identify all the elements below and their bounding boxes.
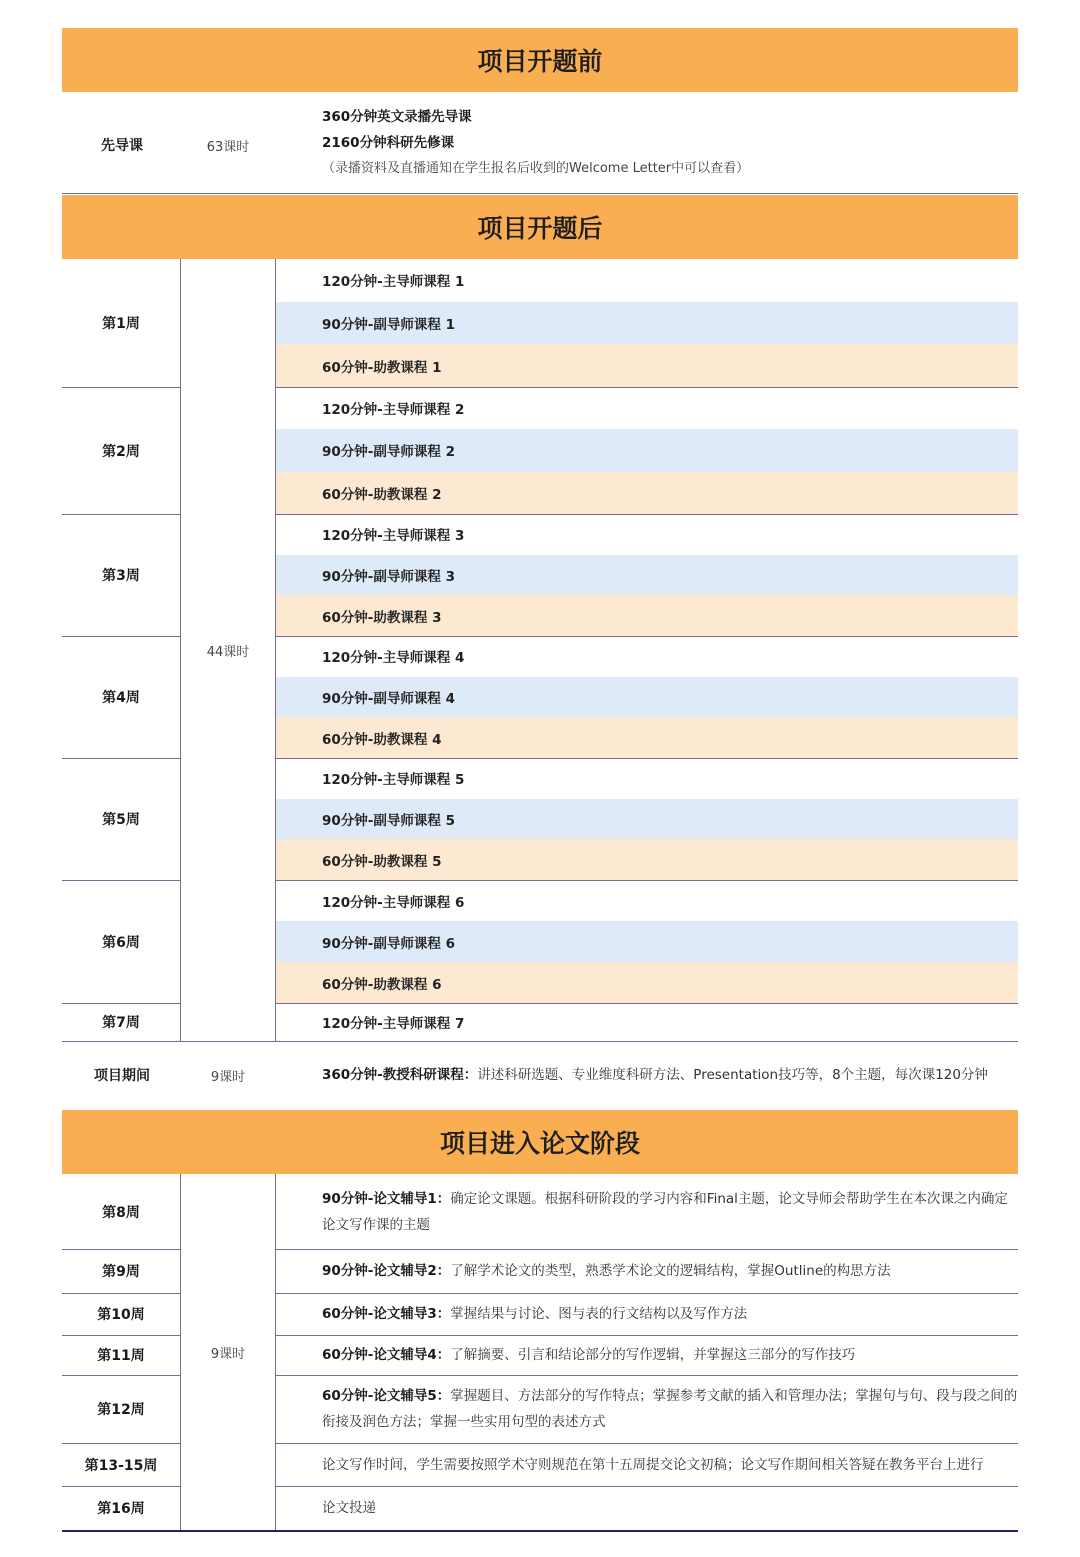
- thesis-week-label: 第16周: [97, 1501, 145, 1517]
- thesis-hours: 9课时: [210, 1346, 246, 1362]
- pre-course-label: 先导课: [101, 138, 143, 154]
- course-item: 90分钟-副导师课程 2: [276, 429, 1018, 471]
- course-item: 60分钟-助教课程 3: [276, 595, 1018, 636]
- pre-course-hours: 63课时: [206, 139, 250, 155]
- divider: [180, 1174, 181, 1530]
- thesis-row: [322, 1293, 1018, 1335]
- course-item: 120分钟-主导师课程 1: [322, 274, 465, 291]
- course-item: 60分钟-助教课程 4: [276, 717, 1018, 758]
- course-item: 90分钟-副导师课程 5: [276, 799, 1018, 840]
- thesis-text: 掌握结果与讨论、图与表的行文结构以及写作方法: [450, 1306, 748, 1322]
- thesis-week-label: 第12周: [97, 1402, 145, 1418]
- thesis-text: 掌握题目、方法部分的写作特点；掌握参考文献的插入和管理办法；掌握句与句、段与段之间的衔接及润色方法；掌握一些实用句型的表述方式: [322, 1388, 1018, 1430]
- divider: [275, 259, 276, 1041]
- thesis-row: [322, 1335, 1018, 1375]
- thesis-text: 了解摘要、引言和结论部分的写作逻辑，并掌握这三部分的写作技巧: [450, 1347, 856, 1363]
- thesis-week-label: 第11周: [97, 1348, 145, 1364]
- thesis-title: 60分钟-论文辅导3：: [322, 1306, 451, 1322]
- thesis-week-label: 第13-15周: [84, 1457, 158, 1474]
- thesis-row: [322, 1174, 1018, 1249]
- week-label: 第7周: [102, 1015, 140, 1031]
- course-item: 90分钟-副导师课程 1: [276, 302, 1018, 345]
- divider: [180, 259, 181, 1041]
- section-header-thesis: 项目进入论文阶段: [62, 1110, 1018, 1174]
- course-item: 120分钟-主导师课程 5: [322, 772, 465, 789]
- thesis-week-label: 第8周: [102, 1204, 140, 1221]
- weekly-hours: 44课时: [206, 644, 250, 660]
- week-label: 第1周: [102, 316, 140, 332]
- thesis-title: 90分钟-论文辅导1：: [322, 1190, 451, 1207]
- week-label: 第3周: [102, 568, 140, 584]
- period-description: [322, 1062, 1018, 1088]
- thesis-text: 论文投递: [322, 1500, 376, 1516]
- pre-course-line1: 360分钟英文录播先导课: [322, 109, 472, 125]
- thesis-row: [322, 1249, 1018, 1293]
- course-item: 120分钟-主导师课程 6: [322, 894, 465, 911]
- thesis-week-label: 第10周: [97, 1307, 145, 1323]
- thesis-row: [322, 1375, 1018, 1443]
- course-item: 90分钟-副导师课程 6: [276, 921, 1018, 962]
- thesis-text: 了解学术论文的类型，熟悉学术论文的逻辑结构，掌握Outline的构思方法: [450, 1263, 891, 1279]
- period-hours: 9课时: [210, 1069, 246, 1085]
- pre-course-note: （录播资料及直播通知在学生报名后收到的Welcome Letter中可以查看）: [322, 161, 750, 176]
- bottom-border: [62, 1530, 1018, 1532]
- course-item: 90分钟-副导师课程 3: [276, 555, 1018, 596]
- week-label: 第4周: [102, 690, 140, 706]
- section-header-before: 项目开题前: [62, 28, 1018, 92]
- section-header-after: 项目开题后: [62, 195, 1018, 259]
- thesis-text: 确定论文课题。根据科研阶段的学习内容和Final主题，论文导师会帮助学生在本次课之内确定论文写作课的主题: [322, 1190, 1008, 1233]
- thesis-title: 60分钟-论文辅导5：: [322, 1388, 451, 1404]
- pre-course-line2: 2160分钟科研先修课: [322, 135, 455, 151]
- period-text: 讲述科研选题、专业维度科研方法、Presentation技巧等，8个主题，每次课120分钟: [477, 1067, 988, 1083]
- course-item: 90分钟-副导师课程 4: [276, 677, 1018, 718]
- course-item: 60分钟-助教课程 1: [276, 344, 1018, 387]
- thesis-row: [322, 1486, 1018, 1530]
- week-label: 第5周: [102, 812, 140, 828]
- course-item: 60分钟-助教课程 2: [276, 472, 1018, 514]
- thesis-row: [322, 1443, 1018, 1486]
- period-title: 360分钟-教授科研课程：: [322, 1067, 478, 1083]
- week-label: 第2周: [102, 443, 140, 460]
- thesis-text: 论文写作时间，学生需要按照学术守则规范在第十五周提交论文初稿；论文写作期间相关答疑在教务平台上进行: [322, 1456, 984, 1473]
- course-item: 60分钟-助教课程 5: [276, 839, 1018, 880]
- course-item: 60分钟-助教课程 6: [276, 962, 1018, 1003]
- thesis-title: 60分钟-论文辅导4：: [322, 1347, 451, 1363]
- course-item: 120分钟-主导师课程 2: [322, 402, 465, 419]
- pre-course-description: [322, 104, 1018, 182]
- course-item: 120分钟-主导师课程 3: [322, 528, 465, 545]
- week-label: 第6周: [102, 934, 140, 951]
- course-item: 120分钟-主导师课程 4: [322, 650, 465, 667]
- thesis-title: 90分钟-论文辅导2：: [322, 1263, 451, 1279]
- course-item: 120分钟-主导师课程 7: [322, 1016, 465, 1032]
- period-label: 项目期间: [94, 1068, 150, 1084]
- thesis-week-label: 第9周: [102, 1264, 140, 1280]
- divider: [62, 193, 1018, 194]
- divider: [275, 1174, 276, 1530]
